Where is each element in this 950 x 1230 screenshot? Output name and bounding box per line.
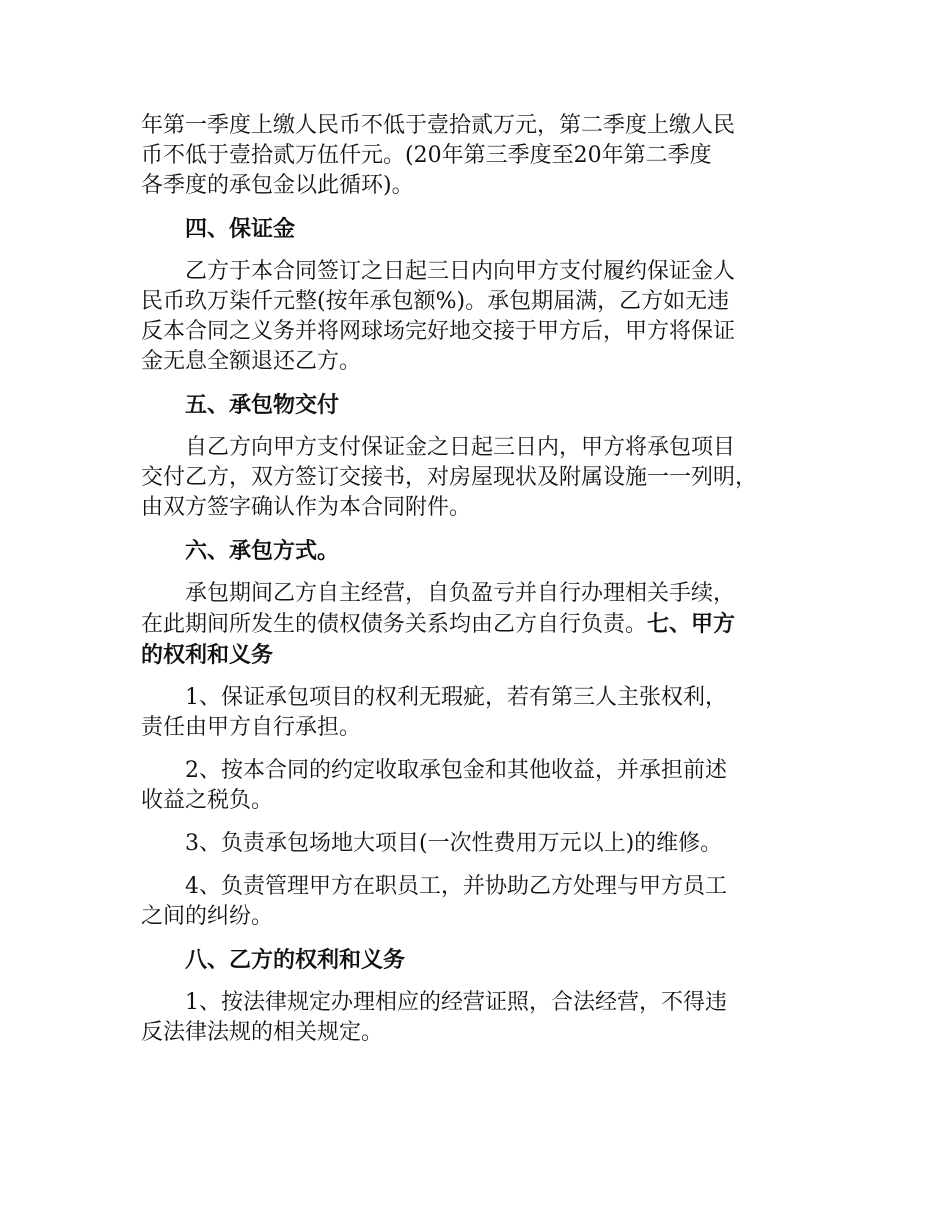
text-line [141,609,827,640]
list-item-party-a-4 [141,872,827,932]
paragraph-deposit [141,257,827,377]
text-line: 反法律法规的相关规定。 [141,1020,384,1045]
text-segment: 在此期间所发生的债权债务关系均由乙方自行负责。 [141,612,648,637]
text-line: 2、按本合同的约定收取承包金和其他收益，并承担前述 [185,758,727,783]
section-heading-party-b: 八、乙方的权利和义务 [185,947,406,973]
paragraph-contract-mode [141,579,827,670]
text-line: 1、按法律规定办理相应的经营证照，合法经营，不得违 [185,990,727,1015]
list-item-party-a-1 [141,683,827,743]
text-line: 自乙方向甲方支付保证金之日起三日内，甲方将承包项目 [185,435,736,460]
text-line: 金无息全额退还乙方。 [141,349,362,374]
list-item-party-a-3 [141,829,827,859]
text-line: 3、负责承包场地大项目(一次性费用万元以上)的维修。 [185,831,723,856]
text-line: 各季度的承包金以此循环)。 [141,173,414,198]
document-page [141,111,827,1061]
paragraph-payment-schedule [141,111,827,201]
section-heading-party-a-inline: 七、甲方 [647,611,736,637]
section-heading-contract-mode: 六、承包方式。 [185,538,340,564]
paragraph-delivery [141,433,827,523]
text-line: 乙方于本合同签订之日起三日内向甲方支付履约保证金人 [185,259,736,284]
list-item-party-a-2 [141,756,827,816]
text-line: 承包期间乙方自主经营，自负盈亏并自行办理相关手续， [185,581,736,606]
text-line: 反本合同之义务并将网球场完好地交接于甲方后，甲方将保证 [141,319,736,344]
section-heading-party-a-continued: 的权利和义务 [141,642,274,668]
text-line: 1、保证承包项目的权利无瑕疵，若有第三人主张权利， [185,685,727,710]
list-item-party-b-1 [141,988,827,1048]
text-line: 交付乙方，双方签订交接书，对房屋现状及附属设施一一列明， [141,465,758,490]
text-line: 民币玖万柒仟元整(按年承包额%)。承包期届满，乙方如无违 [141,289,730,314]
text-line: 收益之税负。 [141,788,274,813]
section-heading-deposit: 四、保证金 [185,216,296,242]
text-line: 由双方签字确认作为本合同附件。 [141,495,472,520]
text-line: 币不低于壹拾贰万伍仟元。(20年第三季度至20年第二季度 [141,143,712,168]
text-line: 之间的纠纷。 [141,904,274,929]
section-heading-delivery: 五、承包物交付 [185,392,340,418]
text-line: 责任由甲方自行承担。 [141,715,362,740]
text-line: 4、负责管理甲方在职员工，并协助乙方处理与甲方员工 [185,874,727,899]
text-line: 年第一季度上缴人民币不低于壹拾贰万元，第二季度上缴人民 [141,113,736,138]
